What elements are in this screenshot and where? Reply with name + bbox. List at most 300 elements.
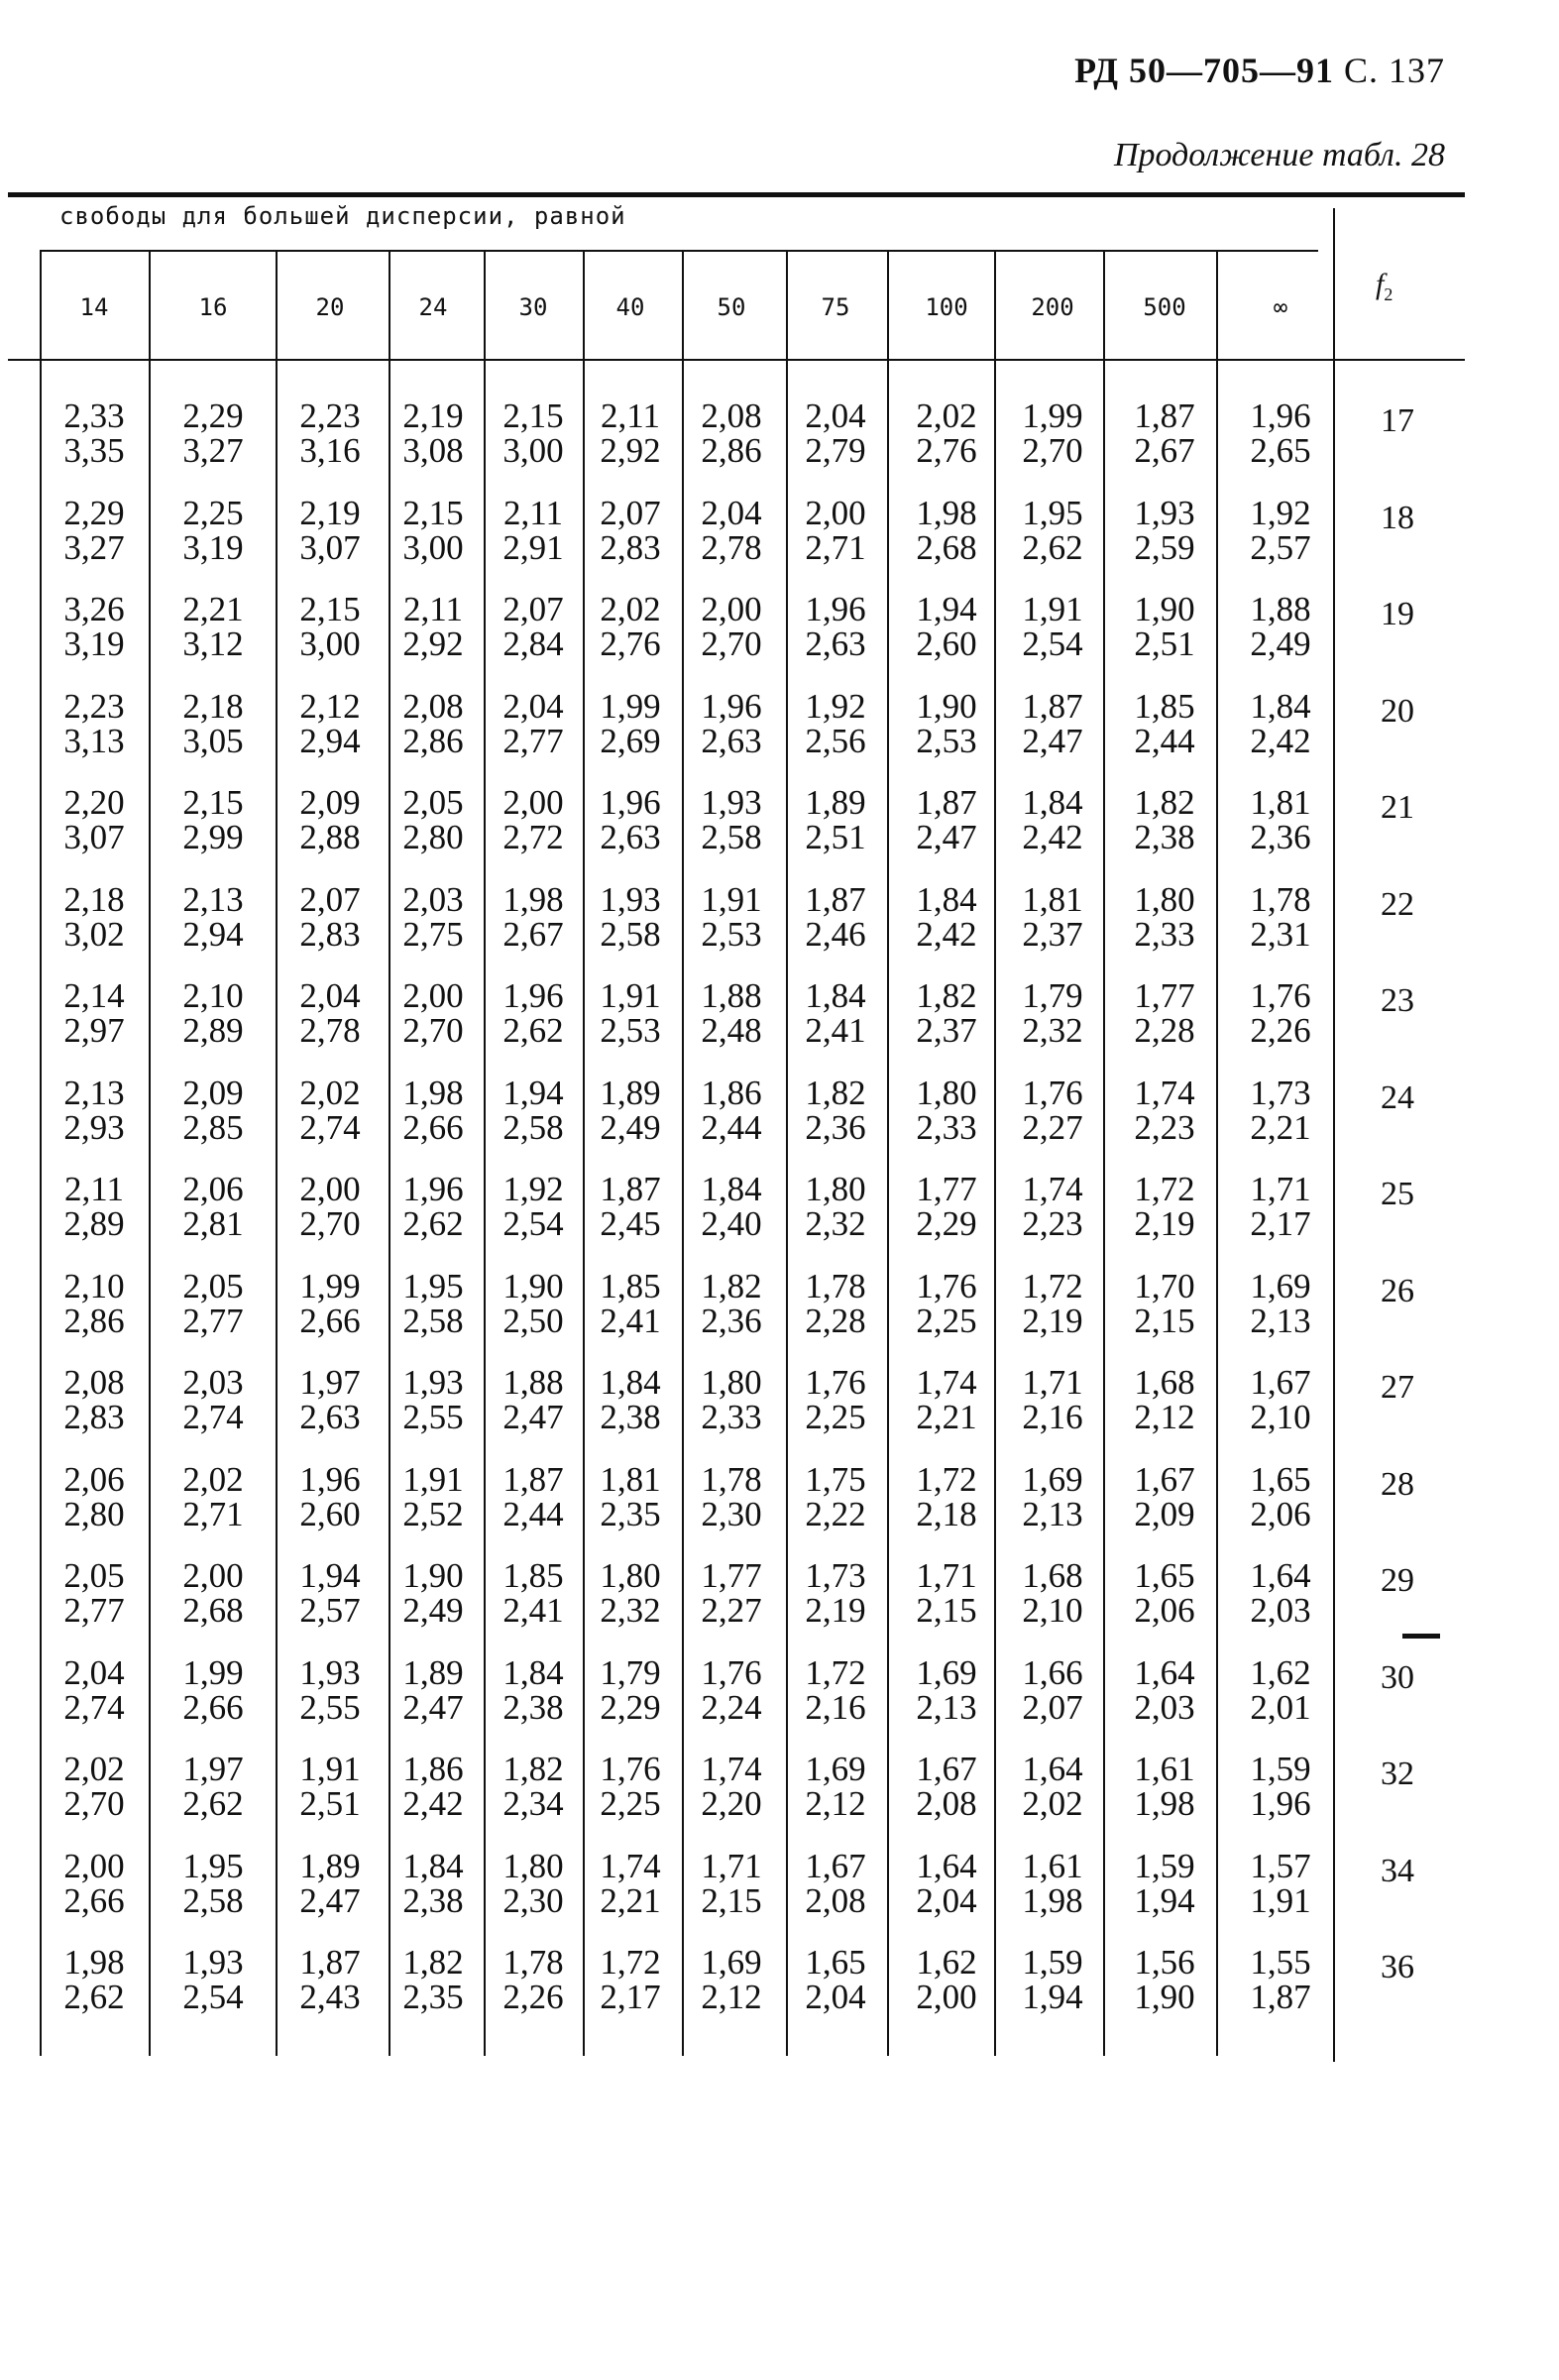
cell-value-upper: 1,90 [1134, 590, 1195, 628]
cell-value-lower: 2,53 [600, 1011, 661, 1050]
cell-value-lower: 2,55 [299, 1687, 361, 1727]
table-cell [271, 592, 390, 661]
cell-value-lower: 2,57 [299, 1591, 361, 1630]
f2-row-value: 20 [1381, 692, 1414, 730]
cell-value-upper: 1,93 [1134, 493, 1195, 532]
cell-value-upper: 2,19 [402, 397, 464, 435]
f2-row-value: 24 [1381, 1078, 1414, 1116]
table-cell [672, 1365, 791, 1434]
cell-value-lower: 3,13 [63, 721, 125, 760]
table-cell [887, 1266, 1006, 1340]
f2-row-value: 19 [1381, 596, 1414, 632]
cell-value-lower: 3,19 [63, 624, 125, 663]
table-cell [271, 1266, 390, 1340]
table-cell [993, 1846, 1112, 1920]
cell-value-upper: 2,08 [701, 397, 762, 435]
table-cell [271, 1846, 390, 1920]
f2-row-value: 17 [1381, 402, 1414, 439]
cell-value-upper: 1,95 [402, 1266, 464, 1305]
cell-value-lower: 2,89 [182, 1011, 244, 1050]
cell-value-upper: 1,68 [1022, 1556, 1083, 1595]
cell-value-lower: 2,66 [402, 1107, 464, 1147]
cell-value-lower: 2,16 [1022, 1398, 1083, 1436]
cell-value-upper: 1,72 [1022, 1266, 1083, 1305]
cell-value-upper: 1,99 [299, 1266, 361, 1305]
cell-value-lower: 2,12 [701, 1978, 762, 2016]
cell-value-lower: 2,27 [701, 1591, 762, 1630]
cell-value-upper: 1,76 [701, 1652, 762, 1692]
table-cell [35, 686, 154, 760]
cell-value-upper: 2,23 [299, 397, 361, 435]
cell-value-lower: 3,12 [182, 624, 244, 663]
table-cell [154, 1266, 273, 1340]
cell-value-lower: 2,48 [701, 1011, 762, 1050]
cell-value-upper: 1,80 [502, 1846, 564, 1885]
cell-value-lower: 2,38 [600, 1398, 661, 1436]
cell-value-lower: 2,19 [805, 1591, 866, 1630]
cell-value-upper: 1,96 [402, 1170, 464, 1208]
table-cell [776, 686, 895, 760]
cell-value-upper: 1,80 [805, 1170, 866, 1208]
cell-value-upper: 2,03 [182, 1363, 244, 1402]
table-cell [154, 1365, 273, 1434]
table-cell [887, 1172, 1006, 1241]
cell-value-upper: 2,14 [63, 976, 125, 1015]
table-cell [271, 1558, 390, 1628]
f2-row-value: 23 [1381, 982, 1414, 1019]
cell-value-lower: 3,05 [182, 721, 244, 760]
cell-value-lower: 2,99 [182, 818, 244, 856]
table-cell [1221, 879, 1340, 954]
cell-value-lower: 2,29 [600, 1687, 661, 1727]
table-cell [776, 398, 895, 468]
cell-value-lower: 2,19 [1134, 1204, 1195, 1243]
cell-value-upper: 1,86 [402, 1750, 464, 1788]
table-cell [154, 493, 273, 567]
table-cell [887, 1846, 1006, 1920]
table-cell [1221, 785, 1340, 854]
cell-value-upper: 2,29 [63, 493, 125, 532]
table-cell [887, 1652, 1006, 1727]
table-cell [1105, 1266, 1224, 1340]
cell-value-upper: 1,90 [402, 1556, 464, 1595]
cell-value-lower: 2,38 [402, 1880, 464, 1920]
cell-value-upper: 2,00 [805, 493, 866, 532]
table-cell [887, 785, 1006, 854]
f2-row-value: 22 [1381, 885, 1414, 923]
cell-value-upper: 1,74 [916, 1363, 977, 1402]
cell-value-lower: 2,60 [299, 1494, 361, 1533]
table-cell [776, 493, 895, 567]
table-cell [672, 1945, 791, 2014]
cell-value-upper: 1,84 [600, 1363, 661, 1402]
cell-value-upper: 1,87 [1022, 686, 1083, 726]
table-cell [887, 978, 1006, 1048]
cell-value-lower: 2,21 [916, 1398, 977, 1436]
cell-value-upper: 1,56 [1134, 1943, 1195, 1982]
cell-value-upper: 1,78 [805, 1266, 866, 1305]
cell-value-lower: 2,28 [1134, 1011, 1195, 1050]
table-cell [1221, 1266, 1340, 1340]
cell-value-lower: 2,83 [299, 914, 361, 954]
f2-row-value: 36 [1381, 1949, 1414, 1985]
cell-value-upper: 1,72 [916, 1459, 977, 1499]
cell-value-lower: 2,53 [916, 721, 977, 760]
f2-row-value: 26 [1381, 1272, 1414, 1309]
table-cell [1221, 1558, 1340, 1628]
cell-value-upper: 1,59 [1022, 1943, 1083, 1982]
cell-value-upper: 1,72 [805, 1652, 866, 1692]
cell-value-lower: 2,04 [916, 1880, 977, 1920]
cell-value-lower: 3,16 [299, 431, 361, 470]
table-cell [271, 1652, 390, 1727]
table-cell [154, 1752, 273, 1821]
cell-value-lower: 2,65 [1250, 431, 1311, 470]
cell-value-lower: 2,30 [502, 1880, 564, 1920]
cell-value-upper: 2,02 [63, 1750, 125, 1788]
cell-value-lower: 2,07 [1022, 1687, 1083, 1727]
cell-value-upper: 1,71 [701, 1846, 762, 1885]
cell-value-lower: 2,70 [701, 624, 762, 663]
table-cell [776, 1945, 895, 2014]
cell-value-upper: 1,64 [916, 1846, 977, 1885]
cell-value-upper: 1,84 [1022, 783, 1083, 822]
cell-value-lower: 2,71 [182, 1494, 244, 1533]
table-cell [993, 493, 1112, 567]
cell-value-lower: 2,58 [701, 818, 762, 856]
cell-value-upper: 1,73 [1250, 1073, 1311, 1112]
cell-value-lower: 2,13 [1022, 1494, 1083, 1533]
cell-value-lower: 2,77 [182, 1301, 244, 1340]
cell-value-upper: 1,87 [299, 1943, 361, 1982]
cell-value-upper: 1,75 [805, 1459, 866, 1499]
cell-value-upper: 2,04 [502, 686, 564, 726]
table-cell [154, 879, 273, 954]
cell-value-upper: 2,00 [701, 590, 762, 628]
cell-value-lower: 2,08 [916, 1784, 977, 1823]
table-cell [672, 1172, 791, 1241]
cell-value-lower: 2,33 [701, 1398, 762, 1436]
cell-value-upper: 2,00 [299, 1170, 361, 1208]
cell-value-upper: 1,82 [805, 1073, 866, 1112]
cell-value-lower: 2,00 [916, 1978, 977, 2016]
cell-value-lower: 2,33 [1134, 914, 1195, 954]
cell-value-upper: 2,06 [182, 1170, 244, 1208]
cell-value-upper: 2,03 [402, 879, 464, 919]
cell-value-upper: 1,84 [701, 1170, 762, 1208]
cell-value-upper: 1,65 [805, 1943, 866, 1982]
cell-value-upper: 1,98 [63, 1943, 125, 1982]
cell-value-lower: 2,23 [1134, 1107, 1195, 1147]
cell-value-lower: 2,37 [916, 1011, 977, 1050]
table-cell [776, 1172, 895, 1241]
cell-value-upper: 1,69 [701, 1943, 762, 1982]
table-cell [993, 1652, 1112, 1727]
cell-value-lower: 2,06 [1134, 1591, 1195, 1630]
cell-value-lower: 2,79 [805, 431, 866, 470]
table-cell [672, 1558, 791, 1628]
cell-value-lower: 2,53 [701, 914, 762, 954]
cell-value-lower: 2,66 [299, 1301, 361, 1340]
table-cell [154, 785, 273, 854]
cell-value-upper: 1,79 [600, 1652, 661, 1692]
table-cell [1105, 1652, 1224, 1727]
cell-value-lower: 2,67 [502, 914, 564, 954]
cell-value-lower: 2,25 [600, 1784, 661, 1823]
cell-value-lower: 2,58 [182, 1880, 244, 1920]
cell-value-upper: 1,74 [600, 1846, 661, 1885]
cell-value-lower: 2,42 [402, 1784, 464, 1823]
f2-row-value: 25 [1381, 1176, 1414, 1212]
table-cell [1105, 1945, 1224, 2014]
cell-value-lower: 2,62 [402, 1204, 464, 1243]
cell-value-upper: 2,25 [182, 493, 244, 532]
cell-value-upper: 1,69 [1022, 1459, 1083, 1499]
cell-value-upper: 1,88 [1250, 590, 1311, 628]
cell-value-lower: 2,13 [916, 1687, 977, 1727]
cell-value-upper: 1,92 [502, 1170, 564, 1208]
cell-value-lower: 3,27 [182, 431, 244, 470]
cell-value-upper: 2,02 [182, 1459, 244, 1499]
cell-value-upper: 1,67 [1250, 1363, 1311, 1402]
cell-value-lower: 1,90 [1134, 1978, 1195, 2016]
table-cell [154, 686, 273, 760]
cell-value-lower: 2,47 [502, 1398, 564, 1436]
table-continuation-label: Продолжение табл. 28 [1113, 137, 1445, 173]
cell-value-lower: 2,63 [600, 818, 661, 856]
cell-value-upper: 1,84 [1250, 686, 1311, 726]
table-cell [1105, 1846, 1224, 1920]
cell-value-lower: 2,86 [701, 431, 762, 470]
cell-value-upper: 1,91 [701, 879, 762, 919]
cell-value-lower: 2,44 [1134, 721, 1195, 760]
cell-value-upper: 2,11 [403, 590, 463, 628]
cell-value-lower: 2,94 [299, 721, 361, 760]
cell-value-upper: 1,89 [402, 1652, 464, 1692]
cell-value-upper: 1,81 [1250, 783, 1311, 822]
cell-value-upper: 1,67 [1134, 1459, 1195, 1499]
cell-value-lower: 2,41 [600, 1301, 661, 1340]
cell-value-lower: 2,30 [701, 1494, 762, 1533]
table-cell [1105, 1459, 1224, 1533]
cell-value-upper: 2,19 [299, 493, 361, 532]
cell-value-lower: 2,76 [600, 624, 661, 663]
table-cell [993, 1459, 1112, 1533]
table-cell [271, 398, 390, 468]
cell-value-lower: 2,33 [916, 1107, 977, 1147]
f2-column-header [1376, 268, 1392, 305]
cell-value-upper: 1,94 [502, 1073, 564, 1112]
table-cell [993, 978, 1112, 1048]
table-cell [1105, 879, 1224, 954]
table-cell [776, 1073, 895, 1147]
cell-value-lower: 2,34 [502, 1784, 564, 1823]
table-cell [154, 1652, 273, 1727]
cell-value-lower: 2,47 [402, 1687, 464, 1727]
table-cell [776, 1752, 895, 1821]
table-cell [154, 1172, 273, 1241]
cell-value-upper: 1,84 [916, 879, 977, 919]
cell-value-upper: 2,15 [299, 590, 361, 628]
cell-value-lower: 2,37 [1022, 914, 1083, 954]
cell-value-lower: 3,07 [63, 818, 125, 856]
cell-value-upper: 1,74 [1134, 1073, 1195, 1112]
cell-value-upper: 1,93 [299, 1652, 361, 1692]
cell-value-lower: 2,23 [1022, 1204, 1083, 1243]
cell-value-upper: 2,04 [299, 976, 361, 1015]
cell-value-upper: 2,07 [600, 493, 661, 532]
cell-value-lower: 2,25 [916, 1301, 977, 1340]
table-cell [993, 1266, 1112, 1340]
cell-value-upper: 1,71 [1022, 1363, 1083, 1402]
cell-value-upper: 2,18 [182, 686, 244, 726]
cell-value-lower: 2,32 [1022, 1011, 1083, 1050]
cell-value-lower: 2,42 [1250, 721, 1311, 760]
cell-value-lower: 2,08 [805, 1880, 866, 1920]
cell-value-lower: 2,72 [502, 818, 564, 856]
cell-value-lower: 2,92 [402, 624, 464, 663]
table-cell [672, 686, 791, 760]
cell-value-upper: 2,11 [601, 397, 660, 435]
cell-value-upper: 1,82 [402, 1943, 464, 1982]
table-cell [1105, 1172, 1224, 1241]
table-cell [672, 978, 791, 1048]
cell-value-upper: 1,99 [600, 686, 661, 726]
table-cell [154, 1073, 273, 1147]
cell-value-upper: 1,84 [402, 1846, 464, 1885]
cell-value-upper: 2,29 [182, 397, 244, 435]
cell-value-lower: 2,31 [1250, 914, 1311, 954]
table-cell [672, 1752, 791, 1821]
table-cell [993, 1365, 1112, 1434]
cell-value-lower: 2,44 [701, 1107, 762, 1147]
table-cell [1221, 1365, 1340, 1434]
table-cell [154, 978, 273, 1048]
cell-value-upper: 2,15 [402, 493, 464, 532]
cell-value-lower: 2,35 [600, 1494, 661, 1533]
cell-value-lower: 2,70 [63, 1784, 125, 1823]
cell-value-lower: 2,36 [701, 1301, 762, 1340]
cell-value-upper: 1,82 [701, 1266, 762, 1305]
cell-value-lower: 2,36 [1250, 818, 1311, 856]
cell-value-lower: 2,12 [1134, 1398, 1195, 1436]
cell-value-lower: 2,40 [701, 1204, 762, 1243]
cell-value-lower: 2,47 [916, 818, 977, 856]
cell-value-lower: 2,74 [299, 1107, 361, 1147]
table-cell [887, 1459, 1006, 1533]
table-cell [271, 1459, 390, 1533]
cell-value-lower: 2,57 [1250, 527, 1311, 567]
cell-value-upper: 2,23 [63, 686, 125, 726]
cell-value-lower: 2,54 [1022, 624, 1083, 663]
cell-value-upper: 1,87 [600, 1170, 661, 1208]
cell-value-upper: 1,89 [299, 1846, 361, 1885]
cell-value-upper: 1,82 [916, 976, 977, 1015]
cell-value-upper: 2,02 [916, 397, 977, 435]
cell-value-upper: 1,57 [1250, 1846, 1311, 1885]
cell-value-upper: 2,11 [503, 493, 563, 532]
cell-value-upper: 1,78 [701, 1459, 762, 1499]
cell-value-upper: 2,08 [402, 686, 464, 726]
cell-value-upper: 1,81 [1022, 879, 1083, 919]
table-cell [35, 1846, 154, 1920]
cell-value-upper: 1,96 [299, 1459, 361, 1499]
cell-value-lower: 2,45 [600, 1204, 661, 1243]
cell-value-upper: 2,09 [182, 1073, 244, 1112]
cell-value-upper: 1,87 [805, 879, 866, 919]
table-cell [887, 1558, 1006, 1628]
cell-value-lower: 2,62 [1022, 527, 1083, 567]
cell-value-upper: 1,84 [502, 1652, 564, 1692]
f2-row-value: 30 [1381, 1658, 1414, 1696]
cell-value-lower: 2,28 [805, 1301, 866, 1340]
cell-value-lower: 2,01 [1250, 1687, 1311, 1727]
cell-value-lower: 2,67 [1134, 431, 1195, 470]
cell-value-upper: 1,88 [502, 1363, 564, 1402]
cell-value-lower: 2,12 [805, 1784, 866, 1823]
table-cell [887, 686, 1006, 760]
table-cell [35, 398, 154, 468]
cell-value-lower: 2,89 [63, 1204, 125, 1243]
cell-value-upper: 2,00 [402, 976, 464, 1015]
table-cell [993, 686, 1112, 760]
table-cell [1221, 1652, 1340, 1727]
table-cell [35, 1752, 154, 1821]
table-cell [154, 1945, 273, 2014]
cell-value-upper: 1,96 [1250, 397, 1311, 435]
cell-value-lower: 2,97 [63, 1011, 125, 1050]
table-cell [776, 879, 895, 954]
cell-value-lower: 2,85 [182, 1107, 244, 1147]
cell-value-lower: 2,17 [1250, 1204, 1311, 1243]
column-header: 40 [615, 293, 645, 321]
cell-value-upper: 1,76 [600, 1750, 661, 1788]
cell-value-upper: 1,90 [916, 686, 977, 726]
table-cell [1221, 1073, 1340, 1147]
table-cell [271, 1752, 390, 1821]
cell-value-lower: 2,63 [701, 721, 762, 760]
table-cell [271, 1172, 390, 1241]
cell-value-upper: 2,04 [805, 397, 866, 435]
f2-row-value: 27 [1381, 1369, 1414, 1406]
cell-value-upper: 1,67 [805, 1846, 866, 1885]
cell-value-lower: 2,49 [600, 1107, 661, 1147]
cell-value-lower: 2,49 [1250, 624, 1311, 663]
cell-value-lower: 2,78 [701, 527, 762, 567]
cell-value-lower: 2,60 [916, 624, 977, 663]
cell-value-upper: 1,74 [701, 1750, 762, 1788]
document-code: РД 50—705—91 [1074, 51, 1334, 90]
cell-value-lower: 2,69 [600, 721, 661, 760]
table-cell [887, 1945, 1006, 2014]
table-cell [35, 978, 154, 1048]
cell-value-lower: 2,62 [63, 1978, 125, 2016]
table-cell [1221, 1752, 1340, 1821]
table-cell [271, 1945, 390, 2014]
cell-value-lower: 2,43 [299, 1978, 361, 2016]
cell-value-lower: 2,77 [502, 721, 564, 760]
cell-value-upper: 2,02 [299, 1073, 361, 1112]
table-cell [35, 493, 154, 567]
cell-value-upper: 1,65 [1250, 1459, 1311, 1499]
table-cell [887, 1073, 1006, 1147]
cell-value-upper: 2,18 [63, 879, 125, 919]
column-header: 14 [79, 293, 109, 321]
table-cell [35, 1558, 154, 1628]
cell-value-upper: 2,06 [63, 1459, 125, 1499]
cell-value-upper: 1,98 [402, 1073, 464, 1112]
cell-value-lower: 2,46 [805, 914, 866, 954]
